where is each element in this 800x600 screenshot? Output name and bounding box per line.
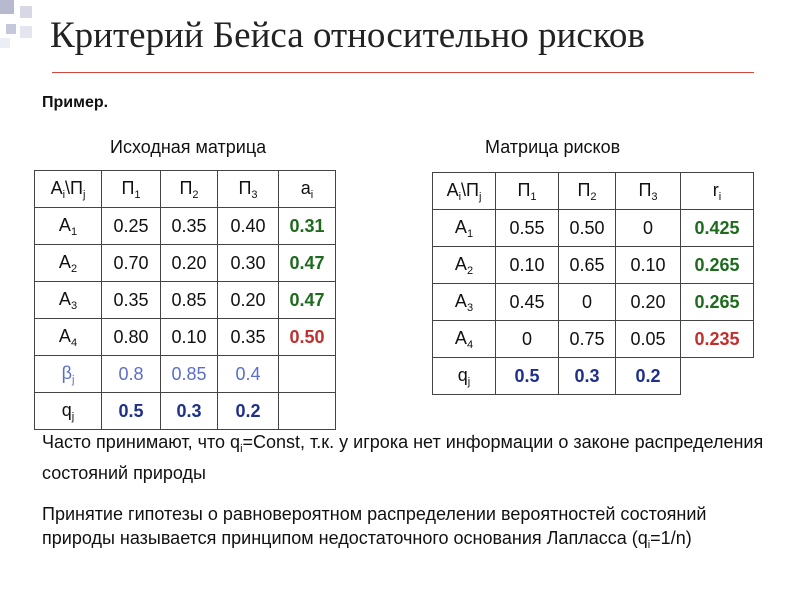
table-cell: 0.4: [218, 356, 279, 393]
row-header: $А_2$: [433, 247, 496, 284]
table-cell: 0.55: [496, 210, 559, 247]
decor-square: [6, 24, 16, 34]
table-cell: 0.65: [559, 247, 616, 284]
table-cell: 0.80: [102, 319, 161, 356]
table-cell: 0.3: [559, 358, 616, 395]
row-header: $q_j$: [433, 358, 496, 395]
table-cell: 0.35: [161, 208, 218, 245]
table-cell: 0.85: [161, 356, 218, 393]
table-row: [35, 208, 336, 245]
decor-square: [20, 6, 32, 18]
result-cell: 0.47: [279, 282, 336, 319]
row-header: $q_j$: [35, 393, 102, 430]
column-header: $a_i$: [279, 171, 336, 208]
column-header: $П_3$: [616, 173, 681, 210]
decor-square: [0, 38, 10, 48]
table-cell: 0.25: [102, 208, 161, 245]
table-cell: 0: [496, 321, 559, 358]
probability-row: [433, 358, 754, 395]
table-row: [35, 319, 336, 356]
table-cell: 0.10: [161, 319, 218, 356]
table-cell: 0.70: [102, 245, 161, 282]
laplace-paragraph: Принятие гипотезы о равновероятном распределении вероятностей состояний природы называется принципом недостаточного основания Лапласса $(q_i=1/n)$: [42, 504, 707, 551]
table-header-row: [35, 171, 336, 208]
table-cell: 0.5: [102, 393, 161, 430]
table-row: [433, 284, 754, 321]
table-row: [35, 282, 336, 319]
table-cell: 0.45: [496, 284, 559, 321]
empty-cell: [279, 393, 336, 430]
source-matrix-table: [34, 170, 336, 430]
table-cell: 0.2: [218, 393, 279, 430]
table-row: [433, 321, 754, 358]
decor-square: [20, 26, 32, 38]
result-cell: 0.47: [279, 245, 336, 282]
table-cell: 0.10: [616, 247, 681, 284]
table-row: [35, 245, 336, 282]
column-header: $П_2$: [161, 171, 218, 208]
table-row: [433, 210, 754, 247]
result-cell: 0.31: [279, 208, 336, 245]
table-cell: 0.10: [496, 247, 559, 284]
table-cell: 0.3: [161, 393, 218, 430]
row-header: $А_4$: [35, 319, 102, 356]
corner-cell: $А_i\backslash П_j$: [433, 173, 496, 210]
note-paragraph: Часто принимают, что $q_i=Const$, т.к. у игрока нет информации о законе распределения состояний природы: [42, 432, 764, 483]
table-cell: 0.35: [218, 319, 279, 356]
decor-square: [0, 0, 14, 14]
empty-cell: [279, 356, 336, 393]
table-cell: 0.8: [102, 356, 161, 393]
result-cell: 0.425: [681, 210, 754, 247]
row-header: $А_3$: [433, 284, 496, 321]
table-cell: 0.35: [102, 282, 161, 319]
table-row: [433, 247, 754, 284]
table-cell: 0.20: [218, 282, 279, 319]
table-cell: 0.30: [218, 245, 279, 282]
beta-row: [35, 356, 336, 393]
table-cell: 0.20: [616, 284, 681, 321]
table-header-row: [433, 173, 754, 210]
row-header: $А_4$: [433, 321, 496, 358]
row-header: $А_3$: [35, 282, 102, 319]
column-header: $П_2$: [559, 173, 616, 210]
column-header: $П_1$: [102, 171, 161, 208]
risk-matrix-table: [432, 172, 754, 395]
row-header: $А_1$: [35, 208, 102, 245]
table-cell: 0.40: [218, 208, 279, 245]
table-cell: 0.20: [161, 245, 218, 282]
table-cell: 0.05: [616, 321, 681, 358]
slide-title: Критерий Бейса относительно рисков: [50, 15, 645, 56]
table-cell: 0: [616, 210, 681, 247]
column-header: $r_i$: [681, 173, 754, 210]
matrix1-caption: Исходная матрица: [110, 137, 267, 157]
table-cell: 0.50: [559, 210, 616, 247]
table-cell: 0.5: [496, 358, 559, 395]
table-cell: 0.2: [616, 358, 681, 395]
result-cell: 0.265: [681, 247, 754, 284]
column-header: $П_3$: [218, 171, 279, 208]
corner-cell: $А_i\backslash П_j$: [35, 171, 102, 208]
result-cell-min: 0.235: [681, 321, 754, 358]
probability-row: [35, 393, 336, 430]
table-cell: 0: [559, 284, 616, 321]
row-header: $\beta_j$: [35, 356, 102, 393]
result-cell: 0.265: [681, 284, 754, 321]
example-label: Пример.: [42, 94, 109, 111]
row-header: $А_2$: [35, 245, 102, 282]
empty-cell: [681, 358, 754, 395]
row-header: $А_1$: [433, 210, 496, 247]
table-cell: 0.75: [559, 321, 616, 358]
table-cell: 0.85: [161, 282, 218, 319]
title-divider: [52, 72, 754, 73]
matrix2-caption: Матрица рисков: [485, 137, 621, 157]
result-cell-max: 0.50: [279, 319, 336, 356]
column-header: $П_1$: [496, 173, 559, 210]
